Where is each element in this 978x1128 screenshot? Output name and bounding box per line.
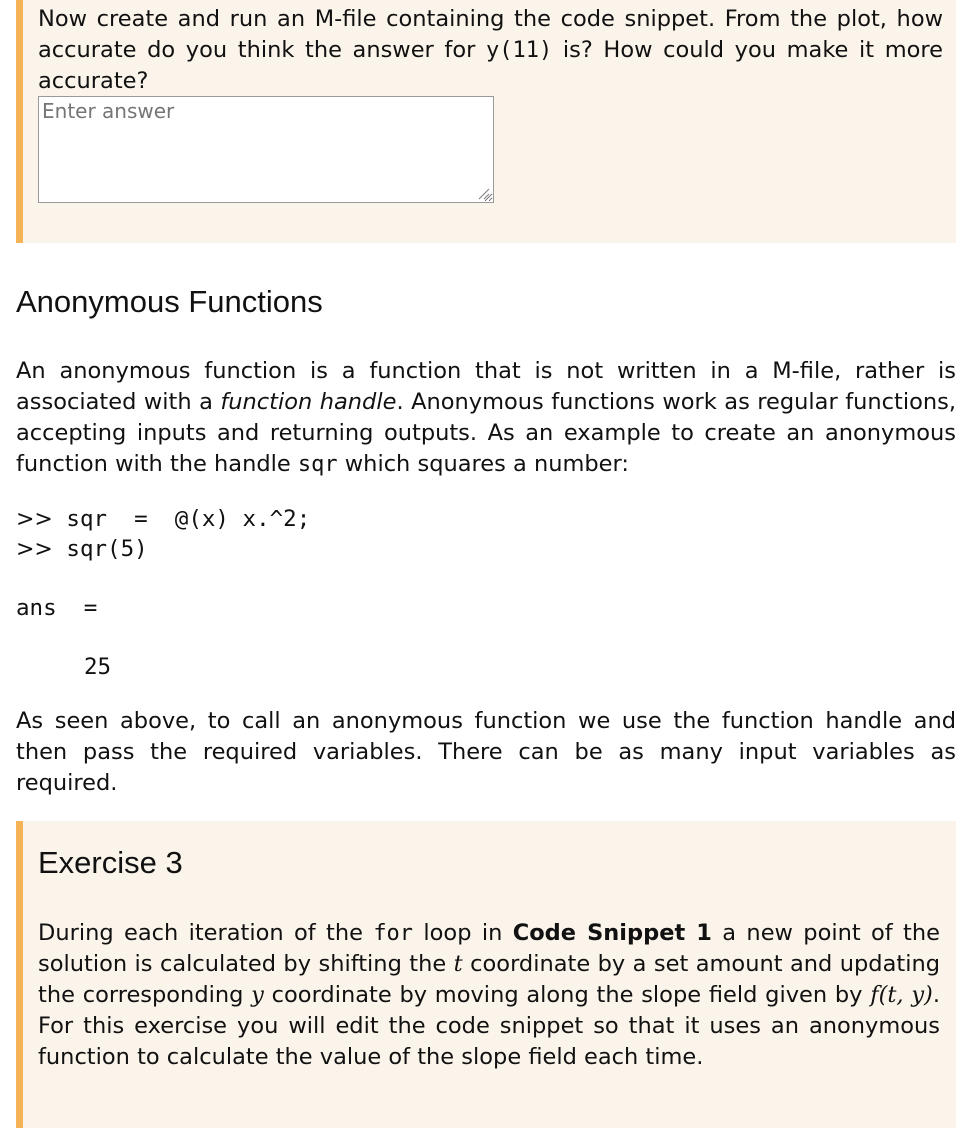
prompt-symbol: >> <box>16 507 53 532</box>
question-text-start: Now create and run an M-file containing the code snippet. From the plot, how accurate do you think the answer for <box>38 6 943 63</box>
ex-text-1: During each iteration of the <box>38 920 374 946</box>
ex-text-5: coordinate by moving along the slope field given by <box>263 982 871 1008</box>
intro-text-2: . Anonymous functions work as regular functions, accepting inputs and returning outputs. As an example to create an anonymous function with the handle <box>16 389 956 477</box>
code-result-label: ans = <box>16 595 98 621</box>
ex-text-6: . For this exercise you will edit the code snippet so that it uses an anonymous function to calculate the value of the slope field each time. <box>38 982 940 1070</box>
prompt-symbol: >> <box>16 537 53 562</box>
code-text-1: sqr = @(x) x.^2; <box>52 506 311 532</box>
exercise-description <box>38 918 940 1073</box>
code-text-2: sqr(5) <box>52 536 148 562</box>
question-code-y11: y(11) <box>486 38 553 63</box>
code-line-1 <box>16 504 310 535</box>
section-explanation: As seen above, to call an anonymous function we use the function handle and then pass the required variables. There can be as many input variables as required. <box>16 708 956 796</box>
section-title: Anonymous Functions <box>16 284 323 319</box>
section-intro <box>16 356 956 480</box>
exercise-box-3 <box>16 821 956 1128</box>
ex-bold-code-snippet: Code Snippet 1 <box>512 920 712 946</box>
intro-text-1: An anonymous function is a function that is not written in a M-file, rather is associated with a <box>16 358 956 415</box>
resize-grip-icon[interactable] <box>476 186 490 200</box>
code-result-value: 25 <box>84 654 112 680</box>
intro-text-3: which squares a number: <box>337 451 629 477</box>
exercise-box-previous <box>16 0 956 243</box>
exercise-title: Exercise 3 <box>38 845 183 880</box>
intro-emphasis: function handle <box>220 389 397 415</box>
ex-code-for: for <box>373 921 414 946</box>
intro-code-sqr: sqr <box>297 452 338 477</box>
ex-text-4: coordinate by a set amount and updating the corresponding <box>38 951 940 1008</box>
code-line-2 <box>16 534 148 565</box>
question-text-end: is? How could you make it more accurate? <box>38 37 943 94</box>
exercise-question <box>38 4 943 97</box>
ex-math-y: y <box>251 982 264 1008</box>
ex-text-2: loop in <box>413 920 513 946</box>
ex-math-f: f(t, y) <box>870 982 933 1008</box>
answer-input[interactable] <box>38 96 494 203</box>
ex-text-3: a new point of the solution is calculated by shifting the <box>38 920 940 977</box>
ex-math-t: t <box>453 951 463 977</box>
